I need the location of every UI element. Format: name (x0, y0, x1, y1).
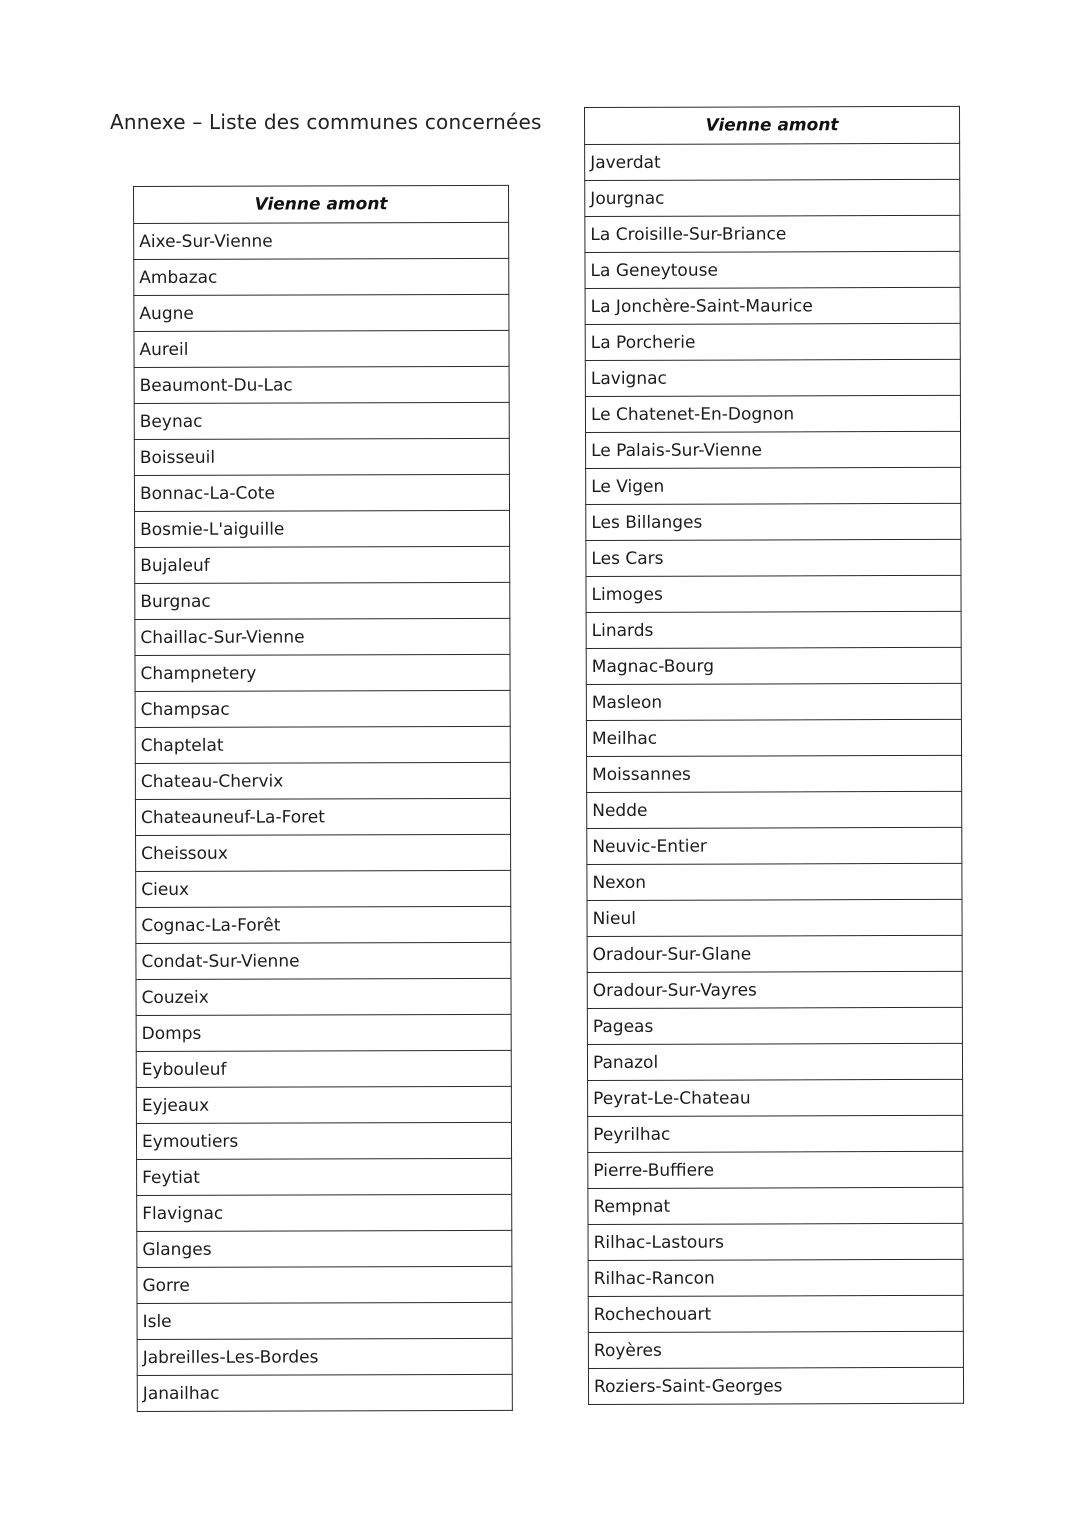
communes-table-left (133, 185, 513, 1412)
table-row (587, 755, 962, 792)
commune-name: Oradour-Sur-Vayres (587, 971, 962, 1008)
table-row (134, 366, 509, 403)
table-body-left (134, 222, 513, 1411)
commune-name: Linards (586, 611, 961, 648)
commune-name: Beaumont-Du-Lac (134, 366, 509, 403)
commune-name: Couzeix (136, 978, 511, 1015)
commune-name: Cheissoux (136, 834, 511, 871)
commune-name: Cieux (136, 870, 511, 907)
commune-name: Pierre-Buffiere (588, 1151, 963, 1188)
commune-name: Neuvic-Entier (587, 827, 962, 864)
table-row (585, 323, 960, 360)
commune-name: Roziers-Saint-Georges (588, 1367, 963, 1404)
commune-name: Glanges (137, 1230, 512, 1267)
commune-name: Gorre (137, 1266, 512, 1303)
page-title: Annexe – Liste des communes concernées (110, 110, 542, 134)
table-row (135, 762, 510, 799)
commune-name: Cognac-La-Forêt (136, 906, 511, 943)
commune-name: Bujaleuf (135, 546, 510, 583)
table-row (136, 978, 511, 1015)
table-row (588, 1079, 963, 1116)
table-row (137, 1374, 512, 1411)
commune-name: Chaillac-Sur-Vienne (135, 618, 510, 655)
commune-name: La Porcherie (585, 323, 960, 360)
table-row (588, 1115, 963, 1152)
commune-name: Nieul (587, 899, 962, 936)
communes-table-right (584, 106, 964, 1405)
table-row (135, 582, 510, 619)
commune-name: Eyjeaux (136, 1086, 511, 1123)
commune-name: Lavignac (585, 359, 960, 396)
commune-name: Le Palais-Sur-Vienne (586, 431, 961, 468)
table-row (135, 510, 510, 547)
table-header-row (585, 106, 960, 144)
commune-name: Champsac (135, 690, 510, 727)
table-row (135, 618, 510, 655)
table-row (134, 402, 509, 439)
table-row (585, 143, 960, 180)
commune-name: Jourgnac (585, 179, 960, 216)
commune-name: Beynac (134, 402, 509, 439)
table-row (585, 215, 960, 252)
table-row (135, 726, 510, 763)
commune-name: Nedde (587, 791, 962, 828)
table-header: Vienne amont (134, 185, 509, 223)
commune-name: La Jonchère-Saint-Maurice (585, 287, 960, 324)
table-header-row (134, 185, 509, 223)
table-row (587, 1043, 962, 1080)
commune-name: Jabreilles-Les-Bordes (137, 1338, 512, 1375)
commune-name: Le Chatenet-En-Dognon (585, 395, 960, 432)
commune-name: Moissannes (587, 755, 962, 792)
commune-name: Aureil (134, 330, 509, 367)
table-row (136, 834, 511, 871)
commune-name: Bosmie-L'aiguille (135, 510, 510, 547)
commune-name: Limoges (586, 575, 961, 612)
commune-name: Magnac-Bourg (586, 647, 961, 684)
table-row (586, 431, 961, 468)
table-row (585, 287, 960, 324)
table-row (586, 575, 961, 612)
table-row (587, 935, 962, 972)
table-row (588, 1331, 963, 1368)
table-row (134, 330, 509, 367)
commune-name: Isle (137, 1302, 512, 1339)
table-row (587, 791, 962, 828)
table-row (588, 1367, 963, 1404)
table-row (134, 258, 509, 295)
commune-name: Chateauneuf-La-Foret (135, 798, 510, 835)
table-row (137, 1158, 512, 1195)
commune-name: La Croisille-Sur-Briance (585, 215, 960, 252)
commune-name: Javerdat (585, 143, 960, 180)
table-row (588, 1151, 963, 1188)
commune-name: Oradour-Sur-Glane (587, 935, 962, 972)
commune-name: Rempnat (588, 1187, 963, 1224)
table-header: Vienne amont (585, 106, 960, 144)
table-row (136, 870, 511, 907)
commune-name: Aixe-Sur-Vienne (134, 222, 509, 259)
table-row (588, 1259, 963, 1296)
commune-name: Condat-Sur-Vienne (136, 942, 511, 979)
commune-name: Rochechouart (588, 1295, 963, 1332)
table-row (136, 1050, 511, 1087)
commune-name: Feytiat (137, 1158, 512, 1195)
table-row (585, 251, 960, 288)
table-row (587, 899, 962, 936)
commune-name: Janailhac (137, 1374, 512, 1411)
table-row (136, 906, 511, 943)
table-row (586, 467, 961, 504)
table-row (585, 395, 960, 432)
commune-name: Eymoutiers (136, 1122, 511, 1159)
table-row (136, 1086, 511, 1123)
table-row (586, 647, 961, 684)
table-row (588, 1187, 963, 1224)
table-row (587, 827, 962, 864)
commune-name: Masleon (586, 683, 961, 720)
table-row (587, 863, 962, 900)
table-row (585, 359, 960, 396)
table-row (137, 1266, 512, 1303)
table-row (588, 1223, 963, 1260)
table-row (137, 1230, 512, 1267)
commune-name: Burgnac (135, 582, 510, 619)
table-row (586, 503, 961, 540)
commune-name: Augne (134, 294, 509, 331)
commune-name: Flavignac (137, 1194, 512, 1231)
table-row (135, 654, 510, 691)
commune-name: Champnetery (135, 654, 510, 691)
commune-name: Nexon (587, 863, 962, 900)
table-row (134, 474, 509, 511)
table-row (586, 719, 961, 756)
commune-name: Peyrilhac (588, 1115, 963, 1152)
table-row (134, 222, 509, 259)
commune-name: Le Vigen (586, 467, 961, 504)
table-row (587, 971, 962, 1008)
commune-name: Meilhac (586, 719, 961, 756)
table-row (586, 539, 961, 576)
table-row (135, 546, 510, 583)
commune-name: Les Billanges (586, 503, 961, 540)
table-row (134, 438, 509, 475)
table-row (135, 798, 510, 835)
commune-name: Chaptelat (135, 726, 510, 763)
table-row (588, 1295, 963, 1332)
table-row (586, 683, 961, 720)
table-row (136, 1122, 511, 1159)
commune-name: Les Cars (586, 539, 961, 576)
table-row (136, 1014, 511, 1051)
commune-name: Pageas (587, 1007, 962, 1044)
commune-name: Royères (588, 1331, 963, 1368)
table-row (586, 611, 961, 648)
table-row (585, 179, 960, 216)
table-body-right (585, 143, 964, 1404)
table-row (587, 1007, 962, 1044)
table-row (136, 942, 511, 979)
table-row (135, 690, 510, 727)
table-row (137, 1338, 512, 1375)
commune-name: Panazol (587, 1043, 962, 1080)
table-row (137, 1302, 512, 1339)
commune-name: Bonnac-La-Cote (134, 474, 509, 511)
commune-name: Rilhac-Lastours (588, 1223, 963, 1260)
table-row (134, 294, 509, 331)
commune-name: Boisseuil (134, 438, 509, 475)
table-row (137, 1194, 512, 1231)
commune-name: Chateau-Chervix (135, 762, 510, 799)
commune-name: La Geneytouse (585, 251, 960, 288)
commune-name: Eybouleuf (136, 1050, 511, 1087)
commune-name: Peyrat-Le-Chateau (588, 1079, 963, 1116)
commune-name: Ambazac (134, 258, 509, 295)
commune-name: Rilhac-Rancon (588, 1259, 963, 1296)
commune-name: Domps (136, 1014, 511, 1051)
